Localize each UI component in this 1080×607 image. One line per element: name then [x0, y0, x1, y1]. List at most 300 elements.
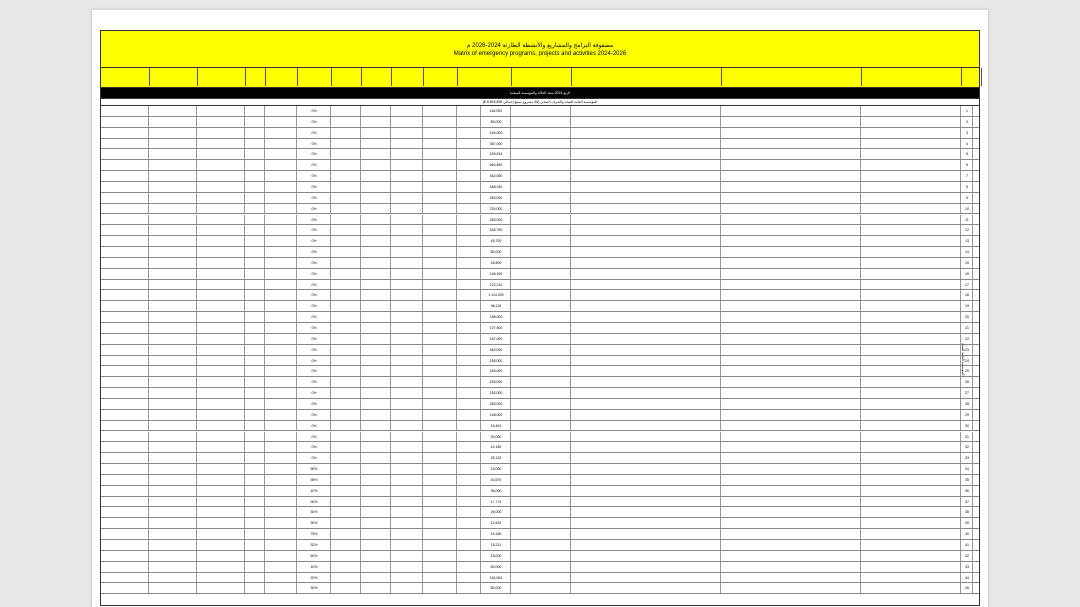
cell-n: 11	[960, 215, 973, 225]
table-cell	[360, 366, 391, 376]
table-cell	[720, 215, 861, 225]
table-cell	[570, 301, 721, 311]
table-cell	[720, 432, 861, 442]
table-cell	[100, 432, 149, 442]
table-cell	[100, 464, 149, 474]
table-cell	[100, 312, 149, 322]
table-cell	[510, 117, 571, 127]
table-cell	[972, 236, 981, 246]
table-cell	[422, 388, 457, 398]
table-cell	[244, 106, 265, 116]
table-cell	[264, 507, 297, 517]
cell-pct: 0%	[296, 128, 331, 138]
table-cell	[570, 269, 721, 279]
table-cell	[510, 410, 571, 420]
cell-pct: 0%	[296, 377, 331, 387]
table-cell	[196, 366, 245, 376]
table-cell	[390, 225, 423, 235]
table-cell	[148, 106, 197, 116]
table-cell	[330, 312, 361, 322]
table-cell	[860, 464, 961, 474]
cell-pct: 32%	[296, 540, 331, 550]
table-cell	[148, 356, 197, 366]
table-cell	[570, 193, 721, 203]
table-row	[100, 204, 980, 215]
table-cell	[100, 497, 149, 507]
table-cell	[510, 290, 571, 300]
table-cell	[244, 128, 265, 138]
table-cell	[100, 117, 149, 127]
header-cell	[861, 68, 962, 86]
table-cell	[196, 377, 245, 387]
table-cell	[196, 215, 245, 225]
table-cell	[720, 236, 861, 246]
table-cell	[570, 475, 721, 485]
cell-n: 35	[960, 475, 973, 485]
table-cell	[390, 128, 423, 138]
cell-amount: 17,774	[480, 497, 511, 507]
table-cell	[100, 301, 149, 311]
table-cell	[720, 464, 861, 474]
cell-amount: 26,000	[480, 507, 511, 517]
table-cell	[360, 149, 391, 159]
table-cell	[456, 106, 481, 116]
table-cell	[330, 432, 361, 442]
table-cell	[860, 399, 961, 409]
header-cell	[331, 68, 362, 86]
table-cell	[330, 410, 361, 420]
table-cell	[360, 269, 391, 279]
table-cell	[972, 464, 981, 474]
table-cell	[390, 388, 423, 398]
table-cell	[570, 410, 721, 420]
table-cell	[100, 442, 149, 452]
table-cell	[360, 280, 391, 290]
cell-amount: 468,150	[480, 182, 511, 192]
table-cell	[264, 290, 297, 300]
table-cell	[390, 453, 423, 463]
table-cell	[422, 562, 457, 572]
table-cell	[456, 301, 481, 311]
cell-amount: 45,800	[480, 258, 511, 268]
table-cell	[148, 290, 197, 300]
table-cell	[148, 312, 197, 322]
table-cell	[972, 432, 981, 442]
table-cell	[422, 377, 457, 387]
table-row	[100, 583, 980, 594]
table-cell	[148, 258, 197, 268]
table-cell	[510, 193, 571, 203]
table-cell	[510, 128, 571, 138]
table-cell	[570, 106, 721, 116]
table-cell	[244, 215, 265, 225]
table-row	[100, 475, 980, 486]
table-cell	[100, 399, 149, 409]
table-cell	[570, 432, 721, 442]
table-cell	[244, 323, 265, 333]
table-cell	[510, 225, 571, 235]
table-cell	[244, 193, 265, 203]
cell-n: 40	[960, 529, 973, 539]
table-cell	[148, 160, 197, 170]
table-cell	[510, 236, 571, 246]
table-cell	[196, 540, 245, 550]
title-english: Matrix of emergency programs, projects and activities 2024-2026	[453, 51, 627, 57]
table-cell	[720, 139, 861, 149]
table-cell	[360, 388, 391, 398]
table-cell	[720, 204, 861, 214]
table-cell	[244, 280, 265, 290]
table-cell	[330, 280, 361, 290]
table-cell	[330, 551, 361, 561]
table-cell	[390, 366, 423, 376]
table-cell	[264, 139, 297, 149]
table-cell	[196, 334, 245, 344]
cell-n: 6	[960, 160, 973, 170]
cell-amount: 80,000	[480, 247, 511, 257]
header-cell	[245, 68, 266, 86]
table-cell	[456, 139, 481, 149]
table-cell	[196, 486, 245, 496]
table-cell	[196, 236, 245, 246]
table-cell	[264, 106, 297, 116]
cell-n: 39	[960, 518, 973, 528]
table-cell	[510, 106, 571, 116]
table-cell	[720, 106, 861, 116]
table-cell	[390, 334, 423, 344]
table-cell	[360, 421, 391, 431]
table-row	[100, 182, 980, 193]
cell-amount: 283,000	[480, 193, 511, 203]
cell-n: 22	[960, 334, 973, 344]
table-cell	[148, 377, 197, 387]
table-row	[100, 388, 980, 399]
table-cell	[390, 323, 423, 333]
header-cell	[101, 68, 150, 86]
cell-amount: 188,000	[480, 312, 511, 322]
table-cell	[244, 345, 265, 355]
table-cell	[456, 323, 481, 333]
table-cell	[510, 334, 571, 344]
table-cell	[860, 117, 961, 127]
table-cell	[264, 312, 297, 322]
table-cell	[570, 583, 721, 593]
table-cell	[148, 301, 197, 311]
table-cell	[456, 518, 481, 528]
table-row	[100, 301, 980, 312]
table-cell	[510, 323, 571, 333]
table-cell	[196, 421, 245, 431]
table-cell	[422, 551, 457, 561]
cell-amount: 18,211	[480, 540, 511, 550]
table-cell	[264, 388, 297, 398]
table-cell	[196, 290, 245, 300]
cell-amount: 12,632	[480, 518, 511, 528]
table-cell	[510, 421, 571, 431]
table-cell	[720, 117, 861, 127]
table-cell	[456, 583, 481, 593]
table-cell	[390, 551, 423, 561]
cell-pct: 30%	[296, 583, 331, 593]
table-cell	[422, 225, 457, 235]
table-cell	[100, 139, 149, 149]
table-cell	[860, 204, 961, 214]
cell-amount: 183,000	[480, 366, 511, 376]
table-cell	[456, 171, 481, 181]
table-cell	[510, 139, 571, 149]
table-cell	[860, 583, 961, 593]
table-cell	[720, 149, 861, 159]
table-cell	[264, 497, 297, 507]
table-cell	[390, 215, 423, 225]
table-cell	[148, 583, 197, 593]
table-cell	[422, 399, 457, 409]
table-cell	[860, 475, 961, 485]
table-cell	[100, 583, 149, 593]
table-cell	[422, 410, 457, 420]
table-cell	[972, 334, 981, 344]
cell-amount: 122,210	[480, 280, 511, 290]
cell-amount: 16,461	[480, 421, 511, 431]
table-cell	[422, 269, 457, 279]
table-cell	[264, 529, 297, 539]
table-cell	[422, 171, 457, 181]
table-row	[100, 128, 980, 139]
table-cell	[360, 583, 391, 593]
table-row	[100, 399, 980, 410]
cell-n: 12	[960, 225, 973, 235]
table-cell	[720, 377, 861, 387]
table-cell	[390, 139, 423, 149]
table-cell	[422, 507, 457, 517]
cell-amount: 528,750	[480, 225, 511, 235]
table-cell	[510, 204, 571, 214]
table-cell	[972, 518, 981, 528]
table-cell	[264, 356, 297, 366]
table-cell	[360, 215, 391, 225]
table-cell	[264, 160, 297, 170]
table-cell	[360, 160, 391, 170]
cell-n: 44	[960, 573, 973, 583]
table-cell	[860, 442, 961, 452]
table-cell	[360, 323, 391, 333]
cell-n: 23	[960, 345, 973, 355]
table-cell	[264, 573, 297, 583]
table-cell	[330, 486, 361, 496]
table-cell	[570, 258, 721, 268]
table-cell	[510, 551, 571, 561]
cell-n: 17	[960, 280, 973, 290]
cell-pct: 0%	[296, 453, 331, 463]
table-cell	[244, 551, 265, 561]
table-cell	[456, 410, 481, 420]
cell-pct: 0%	[296, 399, 331, 409]
table-cell	[720, 225, 861, 235]
table-cell	[570, 171, 721, 181]
table-cell	[360, 540, 391, 550]
cell-amount: 283,000	[480, 399, 511, 409]
table-cell	[510, 160, 571, 170]
header-cell	[265, 68, 298, 86]
table-cell	[972, 540, 981, 550]
table-cell	[422, 139, 457, 149]
table-cell	[422, 464, 457, 474]
cell-n: 18	[960, 290, 973, 300]
table-cell	[510, 301, 571, 311]
table-row	[100, 366, 980, 377]
cell-amount: 283,000	[480, 215, 511, 225]
table-cell	[570, 377, 721, 387]
table-cell	[196, 432, 245, 442]
table-cell	[456, 334, 481, 344]
cell-n: 21	[960, 323, 973, 333]
table-cell	[360, 171, 391, 181]
table-cell	[972, 312, 981, 322]
cell-amount: 25,132	[480, 453, 511, 463]
table-cell	[422, 421, 457, 431]
table-cell	[860, 225, 961, 235]
table-cell	[390, 356, 423, 366]
table-cell	[422, 573, 457, 583]
table-cell	[422, 247, 457, 257]
table-cell	[422, 106, 457, 116]
cell-amount: 462,000	[480, 345, 511, 355]
table-cell	[510, 215, 571, 225]
table-cell	[972, 529, 981, 539]
table-row	[100, 507, 980, 518]
table-cell	[196, 247, 245, 257]
table-cell	[456, 399, 481, 409]
table-cell	[100, 171, 149, 181]
table-cell	[330, 290, 361, 300]
table-cell	[860, 171, 961, 181]
table-cell	[264, 399, 297, 409]
table-cell	[330, 128, 361, 138]
table-cell	[244, 518, 265, 528]
table-cell	[860, 540, 961, 550]
table-cell	[390, 280, 423, 290]
table-cell	[390, 269, 423, 279]
table-cell	[390, 258, 423, 268]
table-cell	[264, 432, 297, 442]
table-cell	[148, 139, 197, 149]
table-cell	[244, 507, 265, 517]
cell-n: 26	[960, 377, 973, 387]
table-cell	[456, 269, 481, 279]
table-row	[100, 225, 980, 236]
table-cell	[720, 323, 861, 333]
table-cell	[244, 182, 265, 192]
table-cell	[456, 421, 481, 431]
cell-pct: 0%	[296, 204, 331, 214]
section-heading: المؤسسة العامة للمياه والصرف الصحي (46 مشروع بمبلغ إجمالي 8,849,855 $)	[100, 98, 980, 106]
table-cell	[972, 182, 981, 192]
table-cell	[390, 432, 423, 442]
table-cell	[264, 247, 297, 257]
table-cell	[196, 149, 245, 159]
table-cell	[456, 562, 481, 572]
table-cell	[390, 204, 423, 214]
table-cell	[196, 356, 245, 366]
cell-pct: 75%	[296, 529, 331, 539]
header-cell	[391, 68, 424, 86]
table-cell	[100, 149, 149, 159]
side-label: المؤسسة العامة للمياه	[961, 343, 965, 376]
table-cell	[422, 486, 457, 496]
cell-n: 2	[960, 117, 973, 127]
table-cell	[972, 160, 981, 170]
table-cell	[720, 551, 861, 561]
table-cell	[100, 182, 149, 192]
table-cell	[390, 236, 423, 246]
table-cell	[244, 529, 265, 539]
cell-n: 27	[960, 388, 973, 398]
table-cell	[264, 562, 297, 572]
table-cell	[330, 323, 361, 333]
table-cell	[390, 497, 423, 507]
table-cell	[860, 258, 961, 268]
table-cell	[972, 269, 981, 279]
table-cell	[244, 269, 265, 279]
table-cell	[390, 442, 423, 452]
table-cell	[148, 442, 197, 452]
table-cell	[244, 486, 265, 496]
table-cell	[456, 497, 481, 507]
table-cell	[972, 149, 981, 159]
table-cell	[264, 345, 297, 355]
table-cell	[148, 215, 197, 225]
cell-pct: 10%	[296, 562, 331, 572]
cell-pct: 0%	[296, 171, 331, 181]
table-cell	[148, 421, 197, 431]
table-cell	[720, 562, 861, 572]
table-cell	[860, 453, 961, 463]
table-cell	[972, 139, 981, 149]
cell-amount: 45,700	[480, 236, 511, 246]
table-cell	[390, 507, 423, 517]
table-cell	[100, 388, 149, 398]
table-cell	[510, 475, 571, 485]
table-cell	[860, 345, 961, 355]
table-cell	[720, 507, 861, 517]
table-cell	[148, 464, 197, 474]
table-cell	[456, 290, 481, 300]
table-cell	[456, 345, 481, 355]
table-cell	[422, 280, 457, 290]
table-cell	[860, 290, 961, 300]
table-cell	[264, 453, 297, 463]
table-cell	[510, 442, 571, 452]
table-cell	[330, 529, 361, 539]
table-cell	[570, 486, 721, 496]
table-cell	[330, 171, 361, 181]
table-cell	[456, 464, 481, 474]
table-cell	[100, 529, 149, 539]
table-cell	[244, 453, 265, 463]
cell-pct: 0%	[296, 410, 331, 420]
cell-pct: 0%	[296, 421, 331, 431]
table-cell	[196, 171, 245, 181]
table-cell	[360, 486, 391, 496]
table-cell	[196, 475, 245, 485]
cell-n: 41	[960, 540, 973, 550]
table-row	[100, 258, 980, 269]
table-cell	[196, 497, 245, 507]
table-cell	[570, 388, 721, 398]
table-cell	[196, 507, 245, 517]
table-cell	[100, 323, 149, 333]
table-cell	[148, 193, 197, 203]
